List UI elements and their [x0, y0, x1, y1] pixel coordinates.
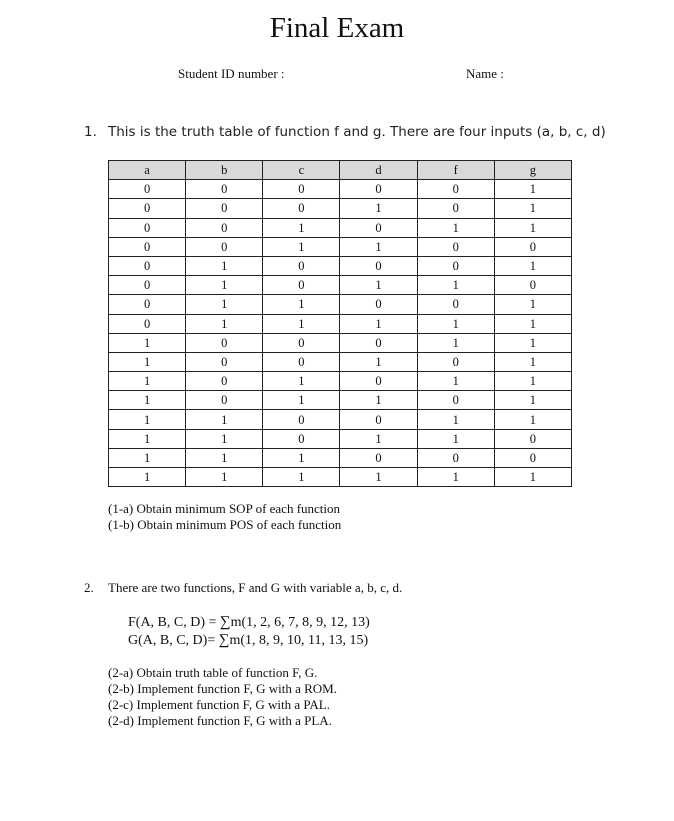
table-cell: 0 [340, 372, 417, 391]
table-cell: 0 [109, 237, 186, 256]
question-2-number: 2. [84, 580, 94, 595]
table-cell: 0 [494, 448, 571, 467]
table-cell: 1 [109, 410, 186, 429]
table-cell: 0 [417, 352, 494, 371]
table-cell: 1 [109, 372, 186, 391]
table-cell: 1 [340, 276, 417, 295]
table-cell: 1 [417, 410, 494, 429]
table-cell: 1 [263, 468, 340, 487]
question-1 [84, 124, 606, 140]
table-row [109, 314, 572, 333]
table-cell: 1 [263, 448, 340, 467]
question-1-text: This is the truth table of function f and g. There are four inputs (a, b, c, d) [108, 124, 606, 140]
table-cell: 1 [109, 391, 186, 410]
table-cell: 0 [263, 352, 340, 371]
table-row [109, 218, 572, 237]
table-cell: 0 [263, 410, 340, 429]
question-2-text: There are two functions, F and G with variable a, b, c, d. [108, 580, 403, 595]
table-cell: 1 [340, 429, 417, 448]
sum-symbol-g: ∑ [218, 632, 230, 648]
table-cell: 1 [263, 314, 340, 333]
table-cell: 0 [109, 180, 186, 199]
equation-f-rhs: m(1, 2, 6, 7, 8, 9, 12, 13) [230, 615, 370, 630]
table-cell: 1 [263, 237, 340, 256]
column-header-c: c [263, 161, 340, 180]
table-cell: 1 [494, 333, 571, 352]
table-cell: 0 [417, 237, 494, 256]
table-cell: 1 [340, 352, 417, 371]
table-cell: 1 [494, 295, 571, 314]
table-row [109, 295, 572, 314]
table-cell: 0 [494, 429, 571, 448]
table-cell: 1 [263, 391, 340, 410]
table-cell: 1 [186, 410, 263, 429]
table-cell: 1 [109, 333, 186, 352]
table-cell: 1 [494, 314, 571, 333]
table-cell: 1 [417, 429, 494, 448]
table-cell: 1 [417, 218, 494, 237]
table-cell: 0 [340, 256, 417, 275]
table-cell: 1 [186, 448, 263, 467]
table-cell: 1 [494, 468, 571, 487]
table-cell: 0 [417, 199, 494, 218]
table-cell: 0 [263, 333, 340, 352]
table-cell: 0 [109, 314, 186, 333]
table-cell: 1 [186, 276, 263, 295]
table-cell: 0 [186, 199, 263, 218]
question-1b: (1-b) Obtain minimum POS of each function [108, 517, 342, 532]
question-2c: (2-c) Implement function F, G with a PAL. [108, 697, 330, 712]
table-cell: 1 [494, 218, 571, 237]
table-cell: 0 [263, 199, 340, 218]
table-cell: 1 [340, 314, 417, 333]
table-cell: 1 [109, 352, 186, 371]
table-cell: 1 [494, 352, 571, 371]
table-cell: 1 [109, 448, 186, 467]
table-row [109, 448, 572, 467]
table-row [109, 391, 572, 410]
table-cell: 1 [494, 410, 571, 429]
table-row [109, 256, 572, 275]
table-cell: 1 [494, 256, 571, 275]
equation-g-lhs: G(A, B, C, D)= [128, 633, 219, 648]
table-cell: 0 [109, 256, 186, 275]
student-id-label: Student ID number : [178, 66, 285, 81]
table-cell: 1 [340, 391, 417, 410]
column-header-g: g [494, 161, 571, 180]
question-1-number: 1. [84, 124, 97, 140]
table-cell: 1 [494, 180, 571, 199]
table-cell: 0 [417, 295, 494, 314]
table-cell: 0 [417, 391, 494, 410]
table-cell: 1 [186, 468, 263, 487]
equation-f-lhs: F(A, B, C, D) = [128, 615, 220, 630]
table-cell: 0 [186, 218, 263, 237]
column-header-d: d [340, 161, 417, 180]
table-cell: 0 [186, 237, 263, 256]
table-row [109, 410, 572, 429]
table-cell: 0 [109, 199, 186, 218]
table-cell: 0 [109, 218, 186, 237]
table-cell: 1 [417, 333, 494, 352]
question-2b: (2-b) Implement function F, G with a ROM. [108, 681, 337, 696]
column-header-a: a [109, 161, 186, 180]
table-cell: 1 [494, 391, 571, 410]
table-cell: 0 [263, 256, 340, 275]
table-cell: 0 [109, 295, 186, 314]
table-cell: 0 [494, 276, 571, 295]
table-cell: 1 [109, 429, 186, 448]
table-cell: 1 [186, 256, 263, 275]
table-cell: 1 [263, 372, 340, 391]
table-cell: 1 [417, 314, 494, 333]
table-cell: 0 [340, 410, 417, 429]
column-header-f: f [417, 161, 494, 180]
table-cell: 0 [186, 180, 263, 199]
table-row [109, 352, 572, 371]
table-cell: 0 [263, 429, 340, 448]
table-cell: 1 [417, 276, 494, 295]
table-cell: 1 [494, 372, 571, 391]
table-cell: 1 [340, 199, 417, 218]
equation-g [128, 632, 368, 649]
table-cell: 1 [186, 429, 263, 448]
equation-g-rhs: m(1, 8, 9, 10, 11, 13, 15) [229, 633, 369, 648]
table-row [109, 180, 572, 199]
table-row [109, 429, 572, 448]
column-header-b: b [186, 161, 263, 180]
table-cell: 1 [417, 372, 494, 391]
truth-table [108, 160, 572, 487]
table-cell: 0 [186, 333, 263, 352]
table-cell: 0 [263, 276, 340, 295]
equation-f [128, 614, 370, 631]
question-1a: (1-a) Obtain minimum SOP of each function [108, 501, 341, 516]
table-cell: 0 [186, 372, 263, 391]
table-cell: 0 [417, 256, 494, 275]
truth-table-header-row [109, 161, 572, 180]
table-cell: 1 [340, 237, 417, 256]
table-cell: 0 [263, 180, 340, 199]
sum-symbol-f: ∑ [219, 614, 231, 630]
table-cell: 1 [340, 468, 417, 487]
table-row [109, 276, 572, 295]
table-cell: 0 [186, 352, 263, 371]
question-2 [84, 580, 402, 596]
table-row [109, 237, 572, 256]
table-row [109, 199, 572, 218]
table-cell: 1 [263, 218, 340, 237]
question-2d: (2-d) Implement function F, G with a PLA. [108, 713, 332, 728]
table-cell: 0 [186, 391, 263, 410]
table-cell: 0 [340, 295, 417, 314]
table-row [109, 333, 572, 352]
table-cell: 1 [263, 295, 340, 314]
table-cell: 0 [340, 218, 417, 237]
table-cell: 0 [340, 180, 417, 199]
table-cell: 0 [340, 448, 417, 467]
table-cell: 0 [417, 448, 494, 467]
table-row [109, 372, 572, 391]
table-cell: 0 [340, 333, 417, 352]
table-cell: 0 [417, 180, 494, 199]
table-cell: 1 [109, 468, 186, 487]
name-label: Name : [466, 66, 504, 81]
table-cell: 1 [417, 468, 494, 487]
table-cell: 0 [494, 237, 571, 256]
question-2a: (2-a) Obtain truth table of function F, G. [108, 665, 318, 680]
table-cell: 1 [494, 199, 571, 218]
table-cell: 1 [186, 314, 263, 333]
table-row [109, 468, 572, 487]
table-cell: 1 [186, 295, 263, 314]
page-title: Final Exam [269, 12, 405, 44]
table-cell: 0 [109, 276, 186, 295]
